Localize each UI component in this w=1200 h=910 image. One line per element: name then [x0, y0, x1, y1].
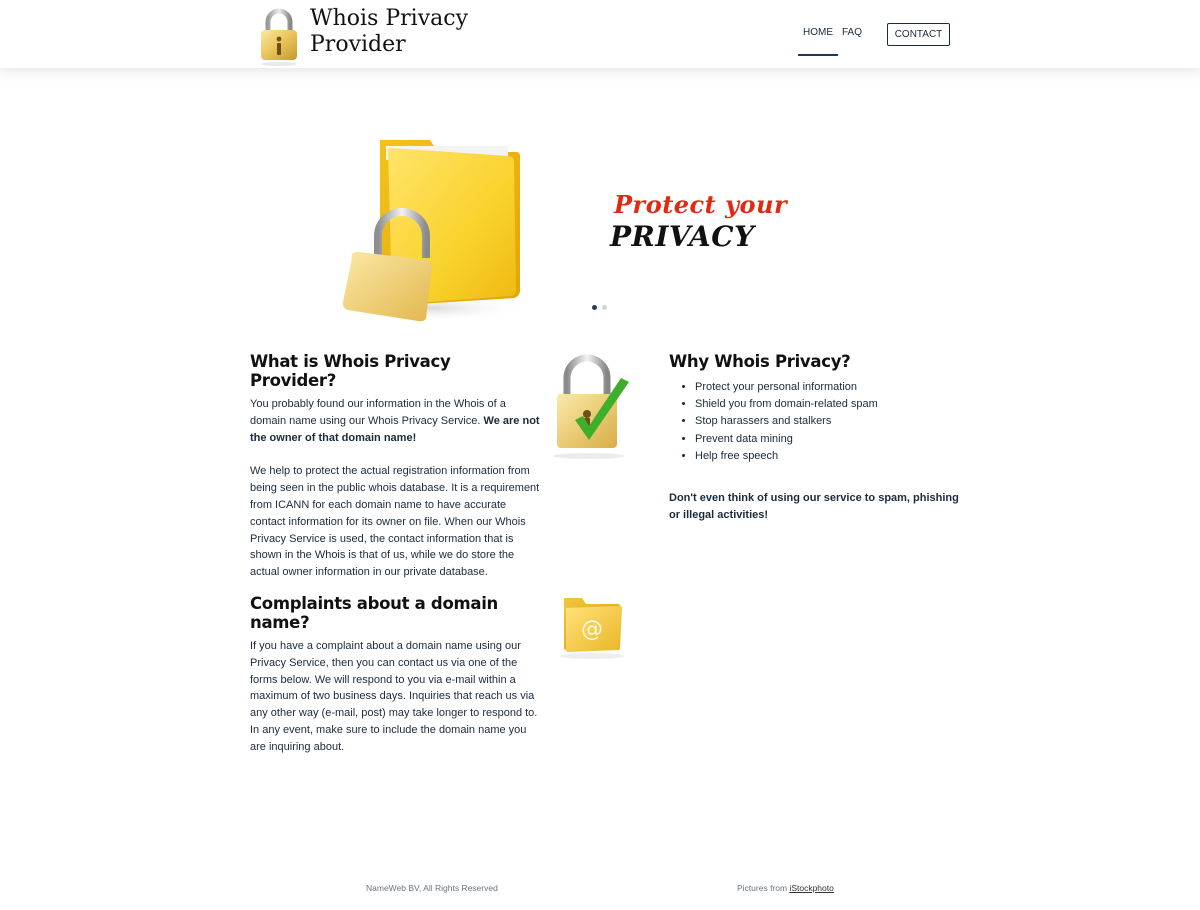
hero-tagline-line2: PRIVACY	[610, 220, 755, 253]
what-is-intro-bold: We are not the owner of that domain name!	[250, 414, 540, 444]
footer-credit-prefix: Pictures from	[737, 883, 790, 893]
padlock-checkmark-image	[545, 348, 635, 460]
nav-faq-link[interactable]: FAQ	[842, 27, 863, 38]
svg-text:@: @	[581, 617, 603, 642]
hero-tagline-line1: Protect your	[614, 190, 788, 219]
complaints-title: Complaints about a domain name?	[250, 594, 499, 632]
site-header	[0, 0, 1200, 68]
nav-contact-button[interactable]: CONTACT	[887, 23, 950, 46]
why-item-free-speech: • Help free speech	[695, 448, 959, 465]
padlock-info-icon	[256, 6, 302, 66]
what-is-title: What is Whois Privacy Provider?	[250, 352, 451, 390]
complaints-section	[250, 594, 540, 756]
what-is-intro-text: You probably found our information in the Whois of a domain name using our Whois Privacy Service.	[250, 398, 506, 427]
istockphoto-link[interactable]: iStockphoto	[789, 883, 834, 893]
logo-line1: Whois Privacy	[310, 6, 468, 31]
what-is-intro	[250, 396, 540, 446]
logo-text	[310, 6, 468, 58]
why-item-data-mining: • Prevent data mining	[695, 431, 959, 448]
why-list	[669, 379, 959, 465]
why-item-spam: • Shield you from domain-related spam	[695, 396, 959, 413]
site-logo[interactable]	[256, 6, 486, 66]
folder-with-padlock-image	[330, 130, 530, 322]
nav-home-link[interactable]: HOME	[798, 26, 838, 56]
footer-copyright: NameWeb BV, All Rights Reserved	[366, 883, 498, 893]
hero-carousel	[300, 110, 900, 322]
logo-line2: Provider	[310, 32, 406, 57]
why-title: Why Whois Privacy?	[669, 352, 851, 371]
carousel-indicators	[592, 305, 612, 323]
carousel-dot-2[interactable]	[602, 305, 607, 310]
at-folder-image	[556, 592, 628, 660]
complaints-body: If you have a complaint about a domain name using our Privacy Service, then you can contact us via one of the forms below. We will respond to you via e-mail within a maximum of two business days. Inquiries that reach us via any other way (e-mail, post) may take longer to respond to. In any event, make sure to include the domain name you are inquiring about.	[250, 640, 538, 753]
carousel-dot-1[interactable]	[592, 305, 597, 310]
why-section	[669, 352, 959, 465]
what-is-section	[250, 352, 540, 581]
what-is-body: We help to protect the actual registration information from being seen in the public whois database. It is a requirement from ICANN for each domain name to have accurate contact information for its owner on file. When our Whois Privacy Service is used, the contact information that is shown in the Whois is that of us, while we do store the actual owner information in our private database.	[250, 465, 540, 579]
why-item-protect: • Protect your personal information	[695, 379, 959, 396]
footer-credit	[737, 883, 834, 893]
why-item-harassers: • Stop harassers and stalkers	[695, 413, 959, 430]
abuse-warning: Don't even think of using our service to spam, phishing or illegal activities!	[669, 492, 959, 521]
